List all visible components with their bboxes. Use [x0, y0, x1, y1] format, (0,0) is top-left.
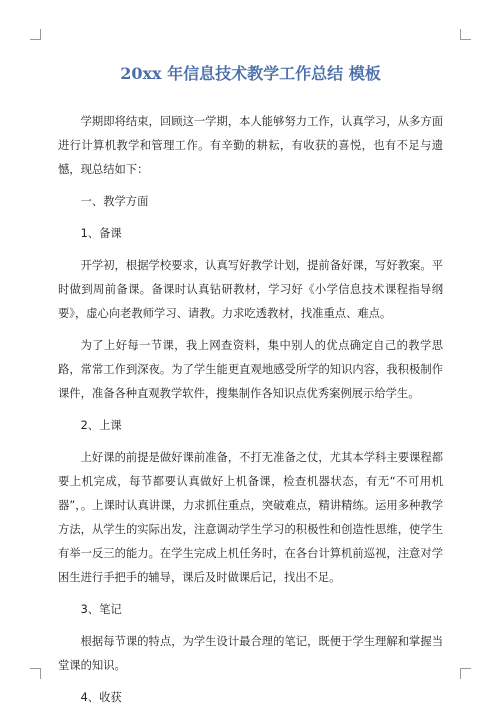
document-title [58, 60, 443, 88]
title-year: 20xx [120, 64, 162, 83]
section-heading-teaching: 一、教学方面 [80, 195, 149, 208]
subheading-lesson-prep: 1、备课 [80, 227, 122, 240]
subheading-notes: 3、笔记 [80, 603, 122, 616]
page-corner-mark-bottom-right [460, 668, 471, 679]
paragraph-notes-1: 根据每节课的特点，为学生设计最合理的笔记，既便于学生理解和掌握当堂课的知识。 [58, 635, 443, 672]
page-corner-mark-top-right [460, 29, 471, 40]
document-page [58, 60, 443, 718]
subheading-gains: 4、收获 [80, 691, 122, 704]
page-corner-mark-bottom-left [30, 668, 41, 679]
subheading-class: 2、上课 [80, 419, 122, 432]
intro-paragraph: 学期即将结束，回顾这一学期，本人能够努力工作，认真学习，从多方面进行计算机教学和管理工作。有辛勤的耕耘，有收获的喜悦，也有不足与遗憾，现总结如下： [58, 115, 443, 176]
paragraph-class-1: 上好课的前提是做好课前准备，不打无准备之仗，尤其本学科主要课程都要上机完成，每节都要认真做好上机备课，检查机器状态，有无“不可用机器”，。上课时认真讲课，力求抓住重点，突破难点，精讲精练。运用多种教学方法，从学生的实际出发，注意调动学生学习的积极性和创造性思维，使学生有举一反三的能力。在学生完成上机任务时，在各台计算机前巡视，注意对学困生进行手把手的辅导，课后及时做课后记，找出不足。 [58, 451, 443, 584]
page-corner-mark-top-left [30, 29, 41, 40]
title-text: 年信息技术教学工作总结 模板 [161, 64, 381, 83]
paragraph-lesson-prep-1: 开学初，根据学校要求，认真写好教学计划，提前备好课，写好教案。平时做到周前备课。备课时认真钻研教材，学习好《小学信息技术课程指导纲要》，虚心向老教师学习、请教。力求吃透教材，找准重点、难点。 [58, 259, 443, 320]
paragraph-lesson-prep-2: 为了上好每一节课，我上网查资料，集中别人的优点确定自己的教学思路，常常工作到深夜。为了学生能更直观地感受所学的知识内容，我积极制作课件，准备各种直观教学软件，搜集制作各知识点优秀案例展示给学生。 [58, 339, 443, 400]
